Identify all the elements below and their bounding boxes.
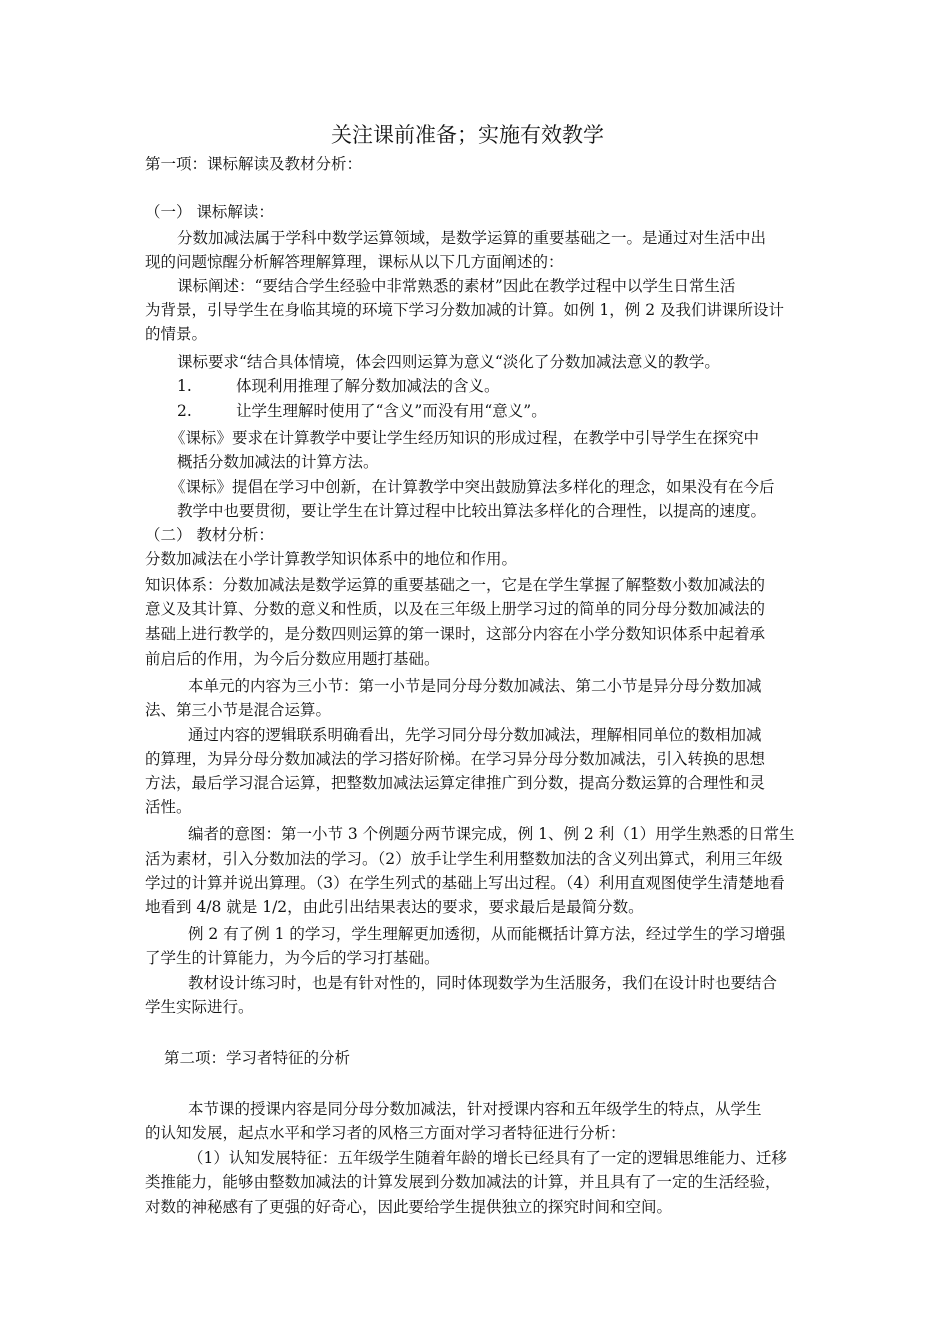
paragraph-line: 学过的计算并说出算理。（3）在学生列式的基础上写出过程。（4）利用直观图使学生清楚地看	[145, 874, 785, 892]
paragraph-line: 现的问题惊醒分析解答理解算理，课标从以下几方面阐述的：	[145, 253, 564, 271]
paragraph-line: 对数的神秘感有了更强的好奇心，因此要给学生提供独立的探究时间和空间。	[145, 1198, 673, 1216]
paragraph-line: 概括分数加减法的计算方法。	[177, 453, 379, 471]
paragraph-line: 课标要求“结合具体情境，体会四则运算为意义“淡化了分数加减法意义的教学。	[177, 353, 720, 371]
paragraph-line: 课标阐述：“要结合学生经验中非常熟悉的素材”因此在教学过程中以学生日常生活	[177, 277, 736, 295]
paragraph-line: （1）认知发展特征：五年级学生随着年龄的增长已经具有了一定的逻辑思维能力、迁移	[188, 1149, 787, 1167]
paragraph-line: 例 2 有了例 1 的学习，学生理解更加透彻，从而能概括计算方法，经过学生的学习增强	[188, 925, 786, 943]
paragraph-line: 的情景。	[145, 325, 208, 343]
paragraph-line: 活性。	[145, 798, 192, 816]
paragraph-line: 《课标》提倡在学习中创新，在计算教学中突出鼓励算法多样化的理念，如果没有在今后	[170, 478, 775, 496]
paragraph-line: 编者的意图：第一小节 3 个例题分两节课完成，例 1、例 2 利（1）用学生熟悉的日常生	[188, 825, 795, 843]
document-title: 关注课前准备；实施有效教学	[331, 123, 604, 147]
paragraph-line: 类推能力，能够由整数加减法的计算发展到分数加减法的计算，并且具有了一定的生活经验，	[145, 1173, 781, 1191]
paragraph-line: 分数加减法在小学计算教学知识体系中的地位和作用。	[145, 550, 518, 568]
section-heading: 第二项：学习者特征的分析	[164, 1049, 351, 1067]
paragraph-line: 学生实际进行。	[145, 998, 254, 1016]
paragraph-line: 活为素材，引入分数加法的学习。（2）放手让学生利用整数加法的含义列出算式，利用三年级	[145, 850, 783, 868]
paragraph-line: 了学生的计算能力，为今后的学习打基础。	[145, 949, 440, 967]
paragraph-line: 方法，最后学习混合运算，把整数加减法运算定律推广到分数，提高分数运算的合理性和灵	[145, 774, 766, 792]
paragraph-line: 前启后的作用，为今后分数应用题打基础。	[145, 650, 440, 668]
paragraph-line: 教学中也要贯彻，要让学生在计算过程中比较出算法多样化的合理性，以提高的速度。	[177, 502, 767, 520]
paragraph-line: 《课标》要求在计算教学中要让学生经历知识的形成过程，在教学中引导学生在探究中	[170, 429, 760, 447]
paragraph-line: 为背景，引导学生在身临其境的环境下学习分数加减的计算。如例 1，例 2 及我们讲课所设计	[145, 301, 785, 319]
list-item: 让学生理解时使用了“含义”而没有用“意义”。	[236, 402, 547, 420]
paragraph-line: 本单元的内容为三小节：第一小节是同分母分数加减法、第二小节是异分母分数加减	[188, 677, 762, 695]
section-heading: 第一项：课标解读及教材分析：	[145, 155, 363, 173]
subsection-heading: （一） 课标解读：	[145, 203, 274, 221]
paragraph-line: 的算理，为异分母分数加减法的学习搭好阶梯。在学习异分母分数加减法，引入转换的思想	[145, 750, 766, 768]
subsection-heading: （二） 教材分析：	[145, 526, 274, 544]
paragraph-line: 知识体系：分数加减法是数学运算的重要基础之一，它是在学生掌握了解整数小数加减法的	[145, 576, 766, 594]
list-number: 2.	[177, 402, 192, 420]
paragraph-line: 分数加减法属于学科中数学运算领域，是数学运算的重要基础之一。是通过对生活中出	[177, 229, 767, 247]
paragraph-line: 本节课的授课内容是同分母分数加减法，针对授课内容和五年级学生的特点，从学生	[188, 1100, 762, 1118]
paragraph-line: 基础上进行教学的，是分数四则运算的第一课时，这部分内容在小学分数知识体系中起着承	[145, 625, 766, 643]
list-item: 体现利用推理了解分数加减法的含义。	[236, 377, 500, 395]
paragraph-line: 教材设计练习时，也是有针对性的，同时体现数学为生活服务，我们在设计时也要结合	[188, 974, 778, 992]
list-number: 1.	[177, 377, 192, 395]
paragraph-line: 通过内容的逻辑联系明确看出，先学习同分母分数加减法，理解相同单位的数相加减	[188, 726, 762, 744]
paragraph-line: 法、第三小节是混合运算。	[145, 701, 332, 719]
paragraph-line: 意义及其计算、分数的意义和性质，以及在三年级上册学习过的简单的同分母分数加减法的	[145, 600, 766, 618]
paragraph-line: 的认知发展，起点水平和学习者的风格三方面对学习者特征进行分析：	[145, 1124, 626, 1142]
paragraph-line: 地看到 4/8 就是 1/2，由此引出结果表达的要求，要求最后是最简分数。	[145, 898, 644, 916]
